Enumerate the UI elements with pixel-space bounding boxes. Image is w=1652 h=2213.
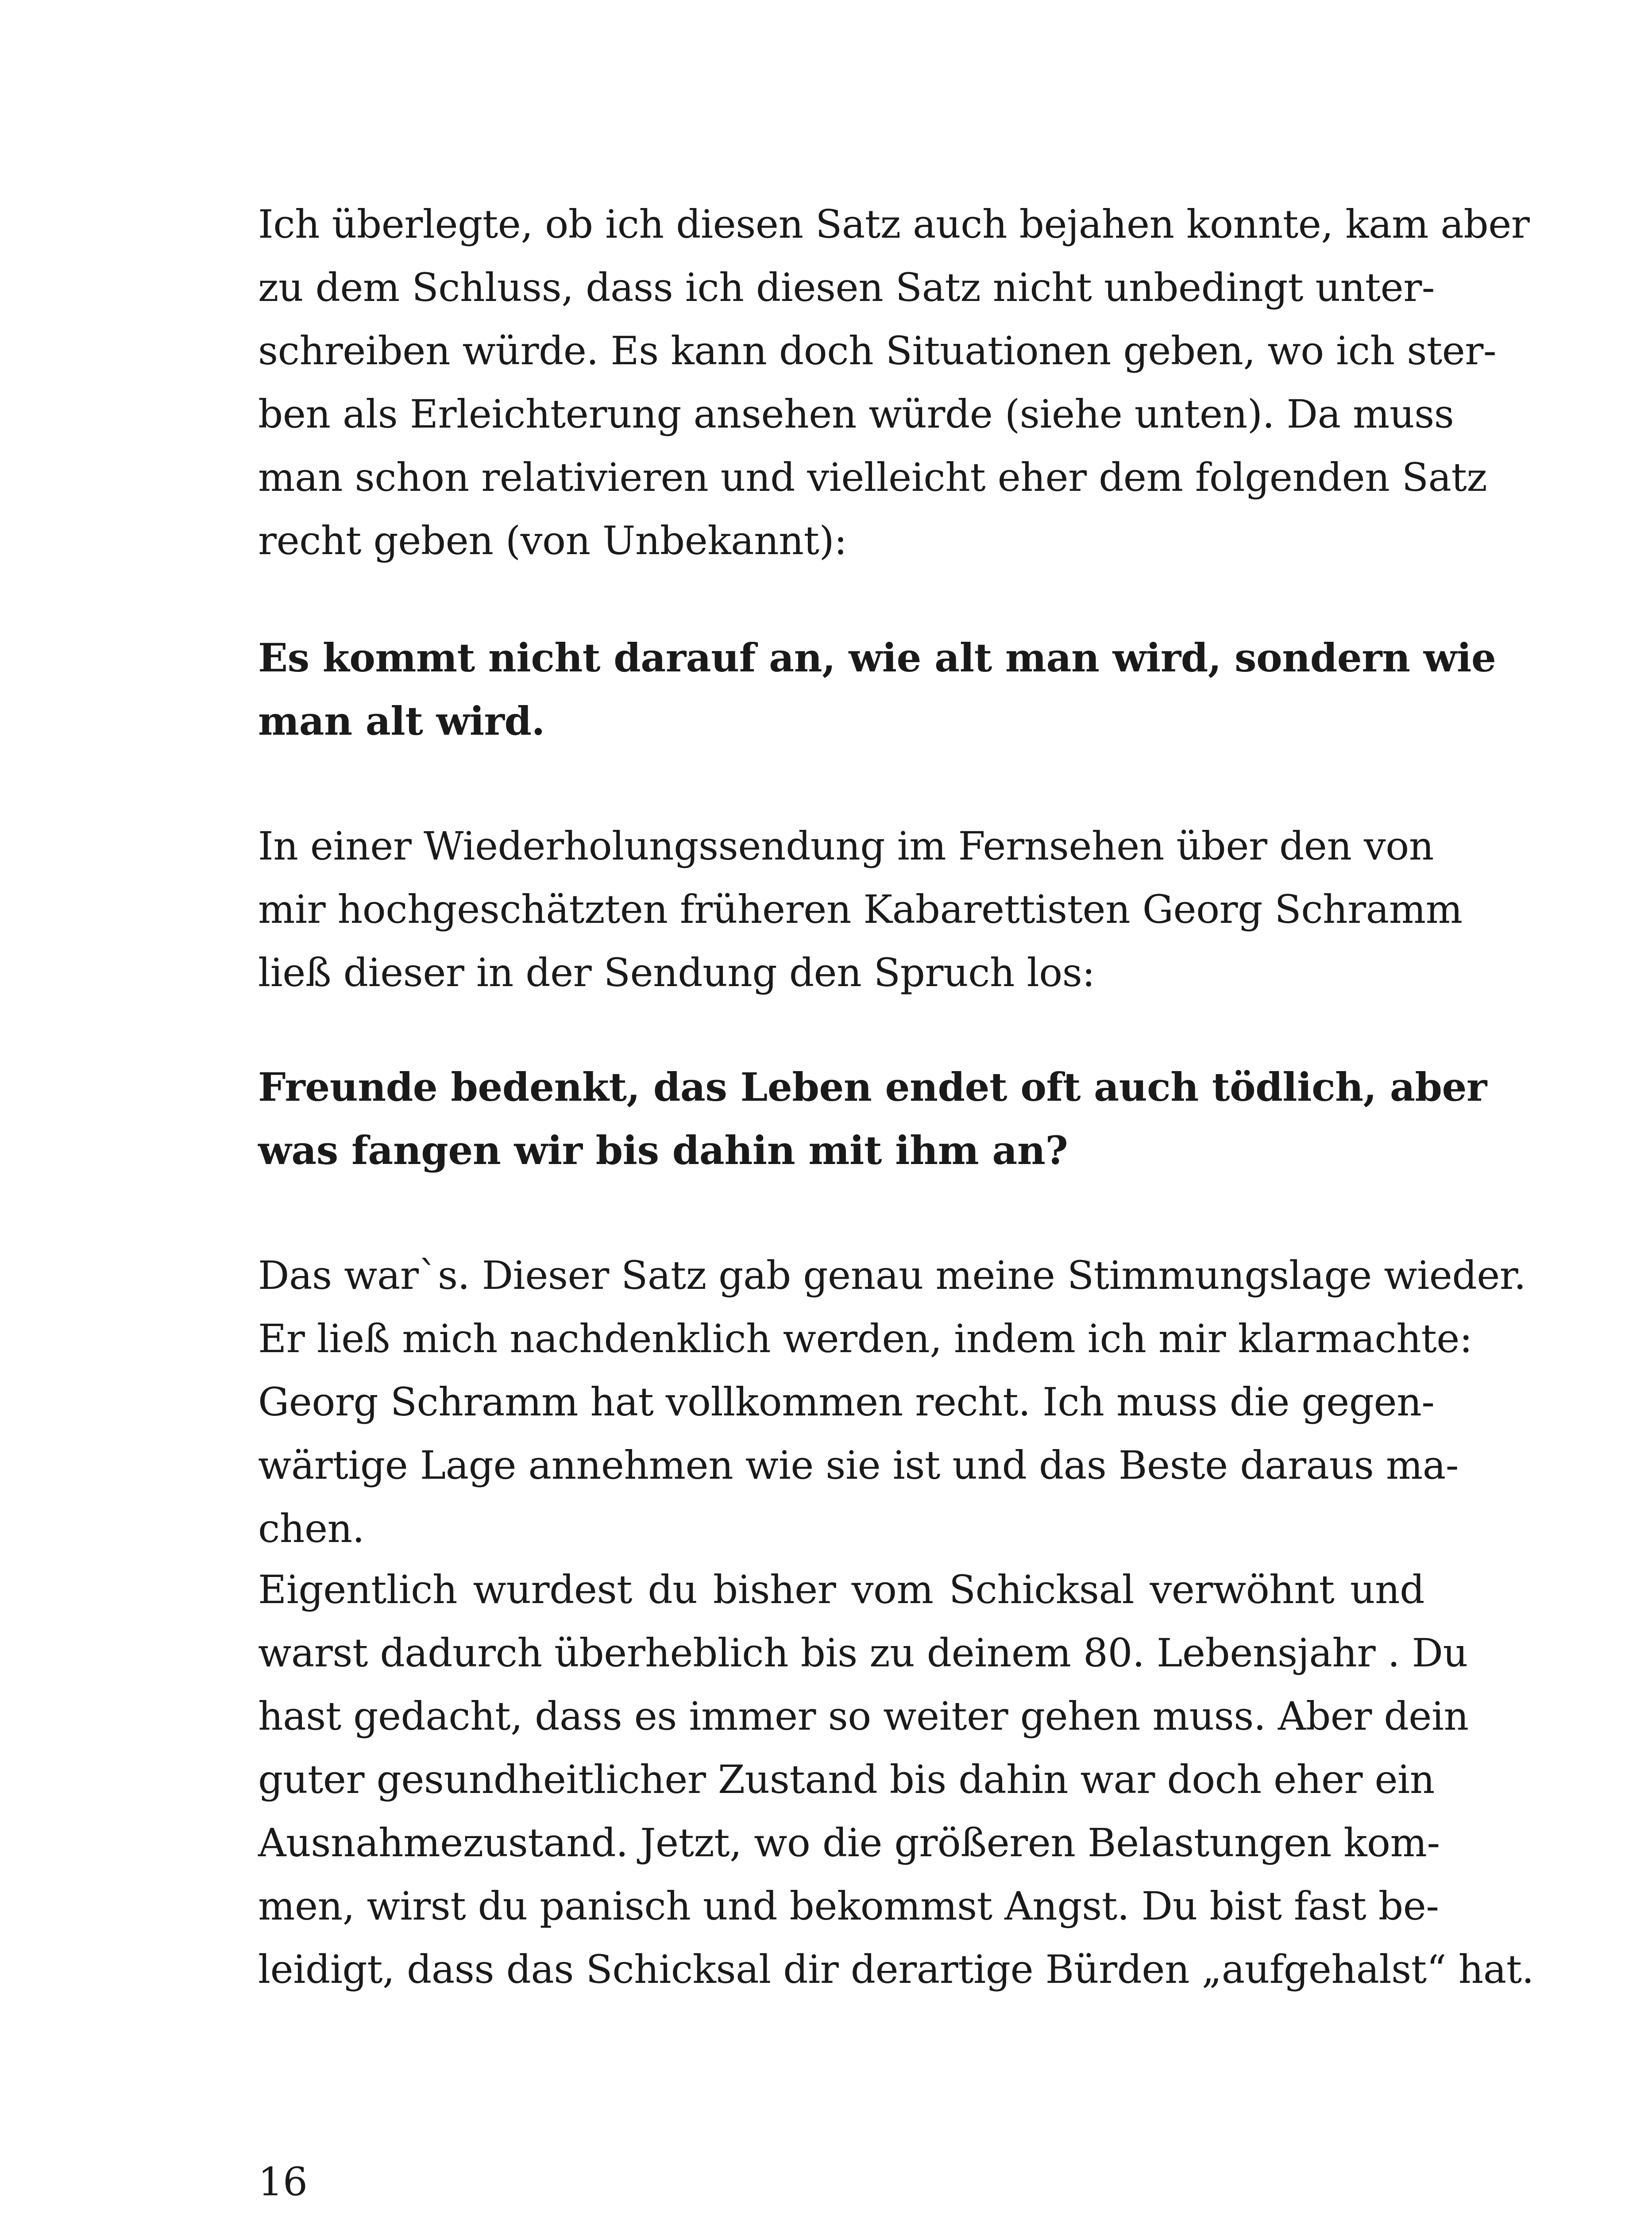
text-line: Ich überlegte, ob ich diesen Satz auch bejahen konnte, kam aber — [258, 201, 1530, 247]
paragraph-3 — [258, 1244, 1526, 1560]
text-line: ben als Erleichterung ansehen würde (siehe unten). Da muss — [258, 391, 1454, 437]
text-line: was fangen wir bis dahin mit ihm an? — [258, 1127, 1068, 1173]
text-line: hast gedacht, dass es immer so weiter gehen muss. Aber dein — [258, 1693, 1469, 1739]
paragraph-1 — [258, 193, 1530, 572]
text-line: Er ließ mich nachdenklich werden, indem ich mir klarmachte: — [258, 1316, 1472, 1361]
text-line: schreiben würde. Es kann doch Situationen geben, wo ich ster- — [258, 328, 1497, 374]
text-line: Das war`s. Dieser Satz gab genau meine Stimmungslage wieder. — [258, 1253, 1526, 1298]
text-line: Freunde bedenkt, das Leben endet oft auch tödlich, aber — [258, 1064, 1487, 1110]
text-line: Ausnahmezustand. Jetzt, wo die größeren Belastungen kom- — [258, 1820, 1440, 1866]
text-line: man schon relativieren und vielleicht eher dem folgenden Satz — [258, 455, 1487, 500]
quote-2 — [258, 1056, 1487, 1182]
text-line: recht geben (von Unbekannt): — [258, 518, 847, 563]
text-line: wärtige Lage annehmen wie sie ist und das Beste daraus ma- — [258, 1442, 1459, 1488]
text-line: chen. — [258, 1506, 365, 1551]
text-line: Georg Schramm hat vollkommen recht. Ich muss die gegen- — [258, 1379, 1435, 1425]
paragraph-4 — [258, 1558, 1534, 2001]
text-line: mir hochgeschätzten früheren Kabarettisten Georg Schramm — [258, 887, 1463, 932]
text-line: men, wirst du panisch und bekommst Angst. Du bist fast be- — [258, 1883, 1439, 1929]
quote-1 — [258, 626, 1496, 753]
text-line: guter gesundheitlicher Zustand bis dahin war doch eher ein — [258, 1757, 1435, 1802]
text-line: zu dem Schluss, dass ich diesen Satz nicht unbedingt unter- — [258, 265, 1435, 310]
text-line: Es kommt nicht darauf an, wie alt man wird, sondern wie — [258, 635, 1496, 681]
text-line: ließ dieser in der Sendung den Spruch los: — [258, 950, 1095, 995]
page-number: 16 — [258, 2159, 308, 2205]
text-line: man alt wird. — [258, 698, 545, 744]
text-line: leidigt, dass das Schicksal dir derartige Bürden „aufgehalst“ hat. — [258, 1947, 1534, 1992]
text-line: warst dadurch überheblich bis zu deinem 80. Lebensjahr . Du — [258, 1630, 1468, 1676]
paragraph-2 — [258, 814, 1463, 1004]
text-line: Eigentlich wurdest du bisher vom Schicksal verwöhnt und — [258, 1567, 1424, 1612]
text-line: In einer Wiederholungssendung im Fernsehen über den von — [258, 823, 1434, 869]
